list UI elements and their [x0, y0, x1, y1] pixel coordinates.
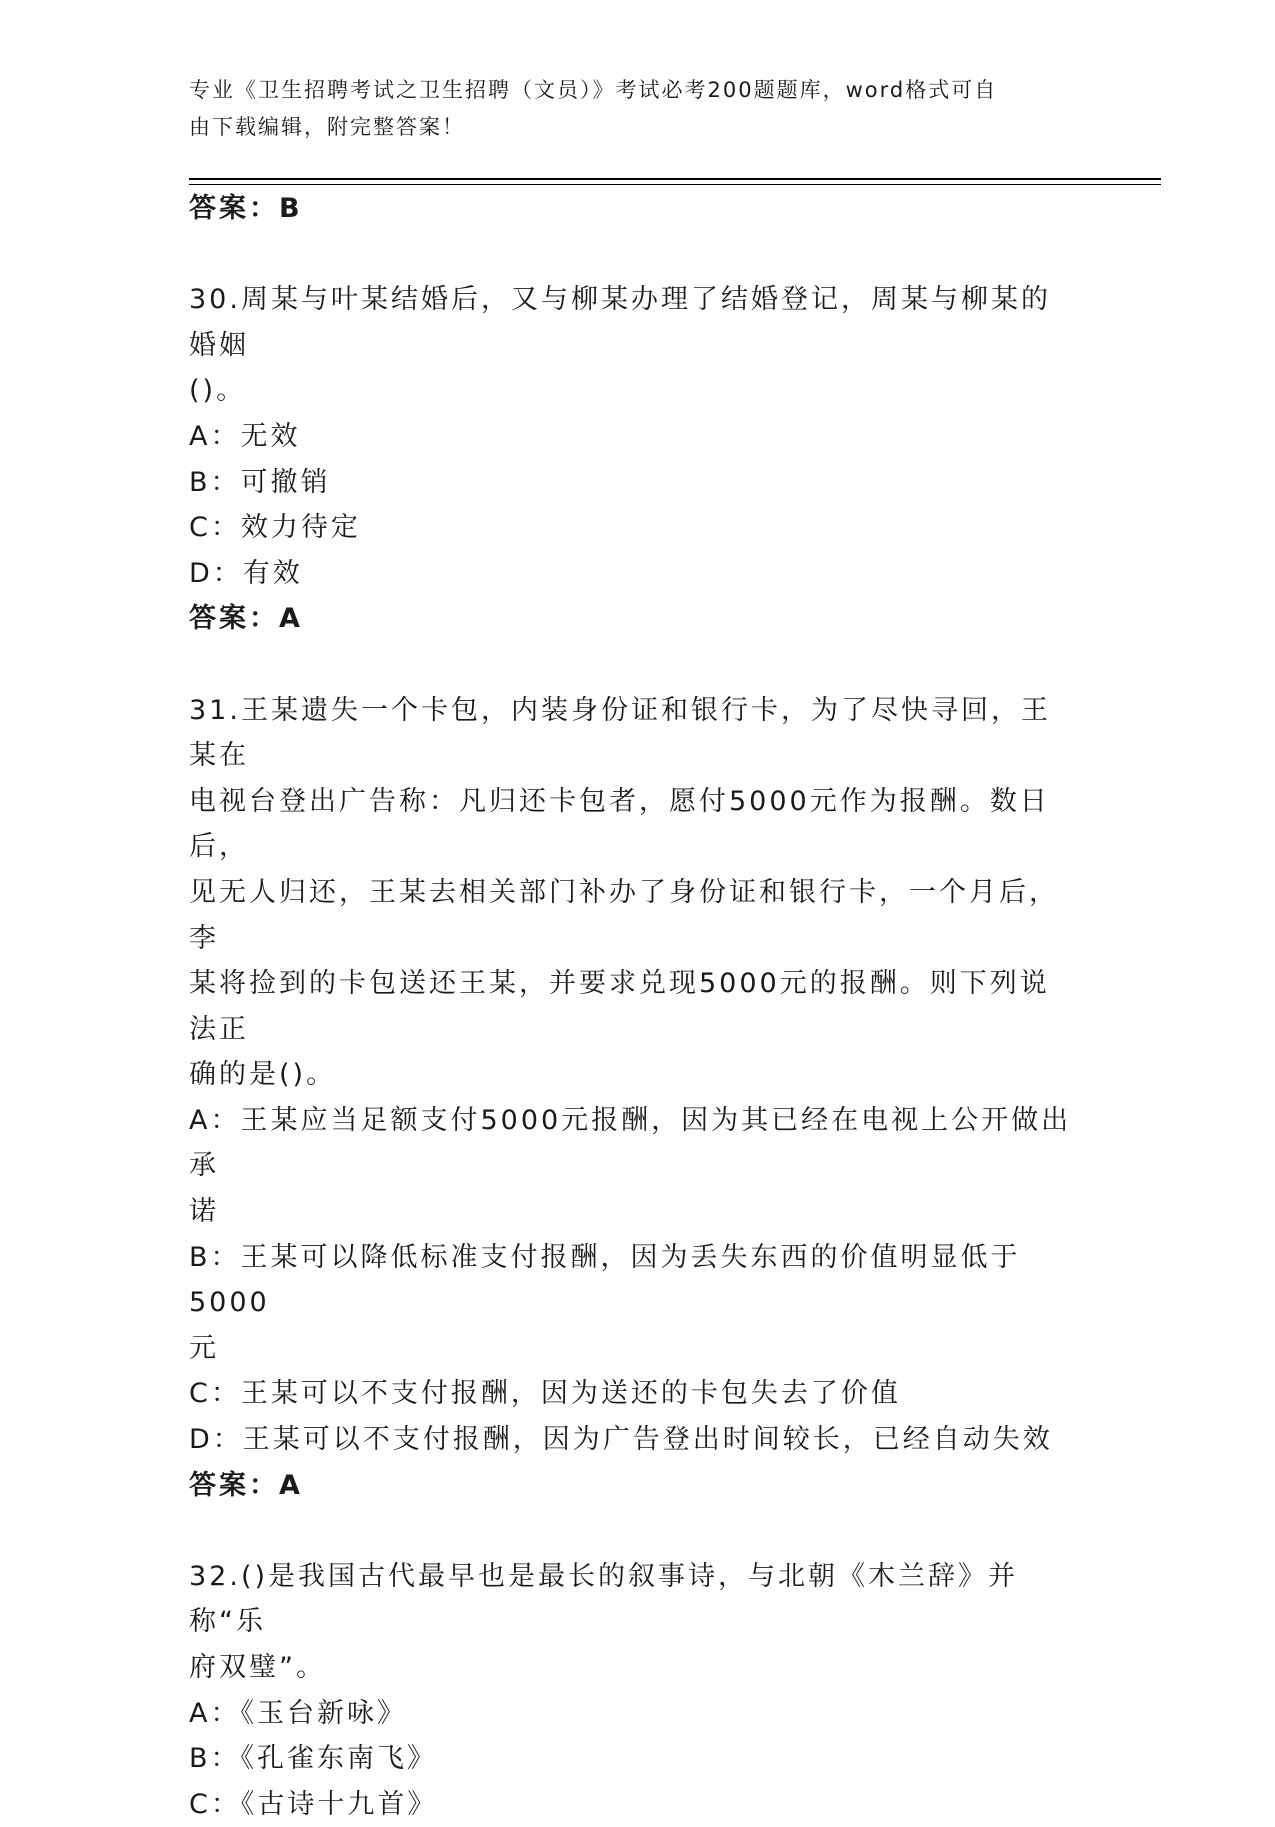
option-line: A：王某应当足额支付5000元报酬，因为其已经在电视上公开做出承	[189, 1104, 1072, 1182]
option-line: D：有效	[189, 557, 303, 589]
answer-line: 答案：A	[189, 603, 303, 635]
option-line: A：无效	[189, 420, 301, 452]
question-stem-line: 见无人归还，王某去相关部门补办了身份证和银行卡，一个月后，李	[189, 876, 1059, 954]
option-line: D：王某可以不支付报酬，因为广告登出时间较长，已经自动失效	[189, 1424, 1053, 1456]
option-line: B：《孔雀东南飞》	[189, 1743, 438, 1775]
option-line: A：《玉台新咏》	[189, 1697, 407, 1729]
option-line: C：王某可以不支付报酬，因为送还的卡包失去了价值	[189, 1378, 901, 1410]
questions-container	[189, 277, 1079, 1827]
answer-line: 答案：A	[189, 1469, 303, 1501]
option-line: C：《古诗十九首》	[189, 1788, 438, 1820]
question-block	[189, 1554, 1079, 1827]
question-block	[189, 277, 1079, 642]
question-stem-line: 31.王某遗失一个卡包，内装身份证和银行卡，为了尽快寻回，王某在	[189, 694, 1051, 772]
question-list	[189, 186, 1079, 1827]
option-line: B：王某可以降低标准支付报酬，因为丢失东西的价值明显低于5000	[189, 1241, 1021, 1319]
question-stem-line: 确的是()。	[189, 1059, 337, 1091]
option-line: 诺	[189, 1196, 219, 1228]
option-line: B：可撤销	[189, 466, 331, 498]
header-divider-thin	[189, 184, 1161, 185]
header-line: 由下载编辑，附完整答案！	[189, 115, 465, 139]
question-stem-line: 电视台登出广告称：凡归还卡包者，愿付5000元作为报酬。数日后，	[189, 785, 1050, 863]
option-line: C：效力待定	[189, 512, 361, 544]
question-stem-line: 府双璧”。	[189, 1652, 326, 1683]
question-stem-line: 某将捡到的卡包送还王某，并要求兑现5000元的报酬。则下列说法正	[189, 968, 1050, 1045]
question-stem-line: 32.()是我国古代最早也是最长的叙事诗，与北朝《木兰辞》并称“乐	[189, 1560, 1019, 1638]
question-block	[189, 688, 1079, 1509]
question-stem-line: 30.周某与叶某结婚后，又与柳某办理了结婚登记，周某与柳某的婚姻	[189, 284, 1051, 361]
header-divider	[189, 178, 1161, 180]
document-header	[189, 72, 1089, 146]
answer-line: 答案：B	[189, 193, 303, 224]
question-stem-line: ()。	[189, 375, 247, 407]
header-line: 专业《卫生招聘考试之卫生招聘（文员）》考试必考200题题库，word格式可自	[189, 78, 998, 102]
option-line: 元	[189, 1332, 219, 1364]
